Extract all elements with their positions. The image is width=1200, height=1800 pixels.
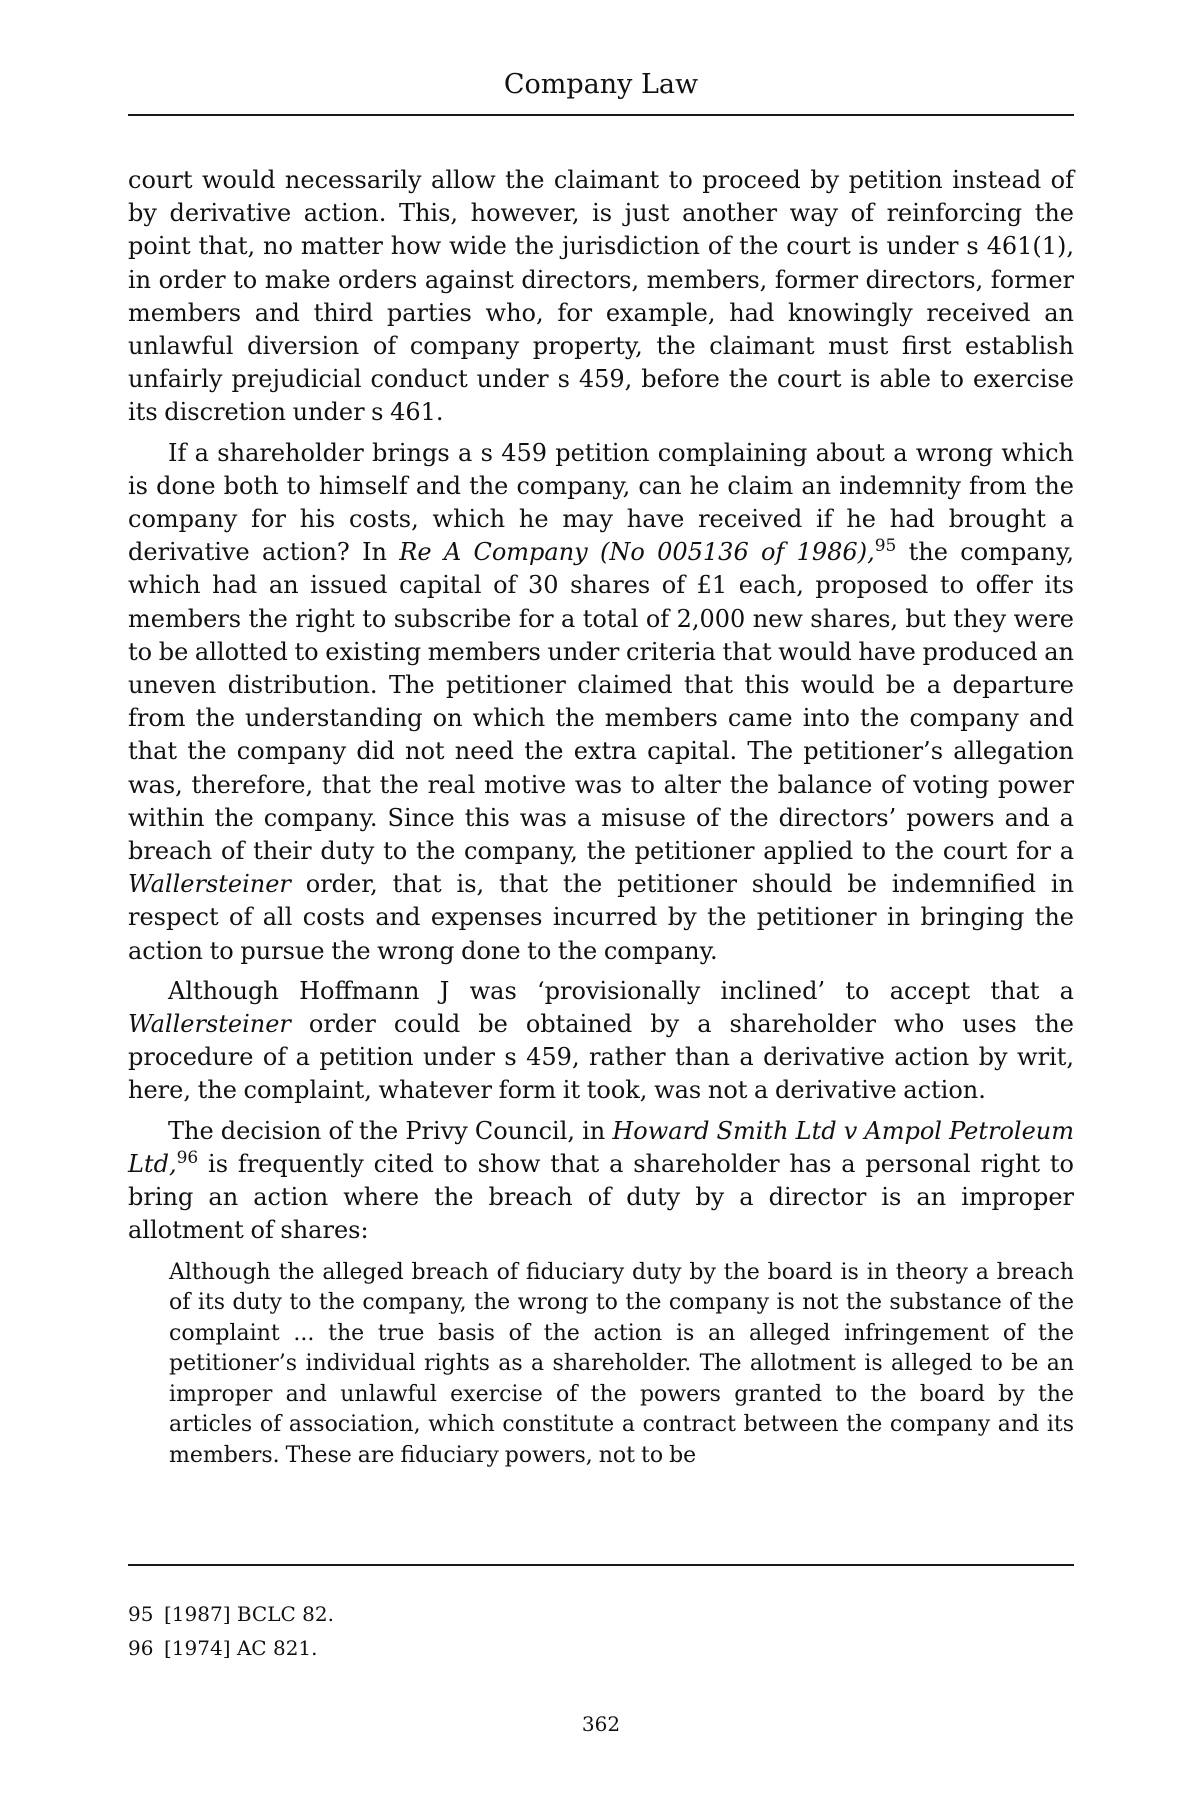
footnote-ref-95: 95: [874, 536, 897, 557]
footnote-number: 95: [128, 1602, 154, 1626]
paragraph-3-text-a: Although Hoffmann J was ‘provisionally inclined’ to accept that a: [168, 976, 1074, 1005]
header-rule: [128, 114, 1074, 116]
case-citation-re-a-company: Re A Company (No 005136 of 1986),: [399, 538, 875, 567]
footnote-96: [128, 1631, 1074, 1665]
main-text: [128, 164, 1074, 1472]
wallersteiner-order-name-2: Wallersteiner: [128, 1010, 291, 1039]
block-quote: Although the alleged breach of fiduciary duty by the board is in theory a breach of its duty to the company, the wrong to the company is not the substance of the complaint ... the true basis of the action is an alleged infringement of the petitioner’s individual rights as a shareholder. The allotment is alleged to be an improper and unlawful exercise of the powers granted to the board by the articles of association, which constitute a contract between the company and its members. These are fiduciary powers, not to be: [169, 1259, 1074, 1469]
paragraph-4-text-a: The decision of the Privy Council, in: [168, 1116, 613, 1145]
paragraph-2-text-a: If a shareholder brings a s 459 petition complaining about a wrong which is done both to himself and the company, can he claim an indemnity from the company for his costs, which he may have received if he had brought a derivative action? In: [128, 438, 1074, 567]
wallersteiner-order-name: Wallersteiner: [128, 870, 291, 899]
page-number: 362: [581, 1712, 621, 1736]
footnote-text: [1987] BCLC 82.: [164, 1602, 334, 1626]
footnote-text: [1974] AC 821.: [164, 1636, 318, 1660]
paragraph-1: court would necessarily allow the claimant to proceed by petition instead of by derivative action. This, however, is just another way of reinforcing the point that, no matter how wide the jurisdiction of the court is under s 461(1), in order to make orders against directors, members, former directors, former members and third parties who, for example, had knowingly received an unlawful diversion of company property, the claimant must first establish unfairly prejudicial conduct under s 459, before the court is able to exercise its discretion under s 461.: [128, 166, 1074, 427]
footnote-ref-96: 96: [176, 1147, 199, 1168]
case-citation-howard-smith: Howard Smith Ltd v Ampol Petroleum Ltd,: [128, 1116, 1074, 1178]
paragraph-3: [128, 975, 1074, 1108]
footnote-rule: [128, 1564, 1074, 1566]
footnote-number: 96: [128, 1636, 154, 1660]
footnote-95: [128, 1597, 1074, 1631]
footnotes: [128, 1597, 1074, 1665]
paragraph-2-text-b: the company, which had an issued capital of 30 shares of £1 each, proposed to offer its members the right to subscribe for a total of 2,000 new shares, but they were to be allotted to existing members under criteria that would have produced an uneven distribution. The petitioner claimed that this would be a departure from the understanding on which the members came into the company and that the company did not need the extra capital. The petitioner’s allegation was, therefore, that the real motive was to alter the balance of voting power within the company. Since this was a misuse of the directors’ powers and a breach of their duty to the company, the petitioner applied to the court for a: [128, 538, 1075, 866]
paragraph-3-text-b: order could be obtained by a shareholder who uses the procedure of a petition under s 459, rather than a derivative action by writ, here, the complaint, whatever form it took, was not a derivative action.: [128, 1010, 1074, 1105]
paragraph-2: [128, 437, 1074, 968]
paragraph-4: [128, 1115, 1074, 1248]
book-page: [128, 0, 1074, 1800]
running-head-title: Company Law: [503, 69, 699, 100]
paragraph-2-text-c: order, that is, that the petitioner should be indemnified in respect of all costs and expenses incurred by the petitioner in bringing the action to pursue the wrong done to the company.: [128, 870, 1074, 965]
paragraph-4-text-b: is frequently cited to show that a shareholder has a personal right to bring an action where the breach of duty by a director is an improper allotment of shares:: [128, 1149, 1074, 1245]
